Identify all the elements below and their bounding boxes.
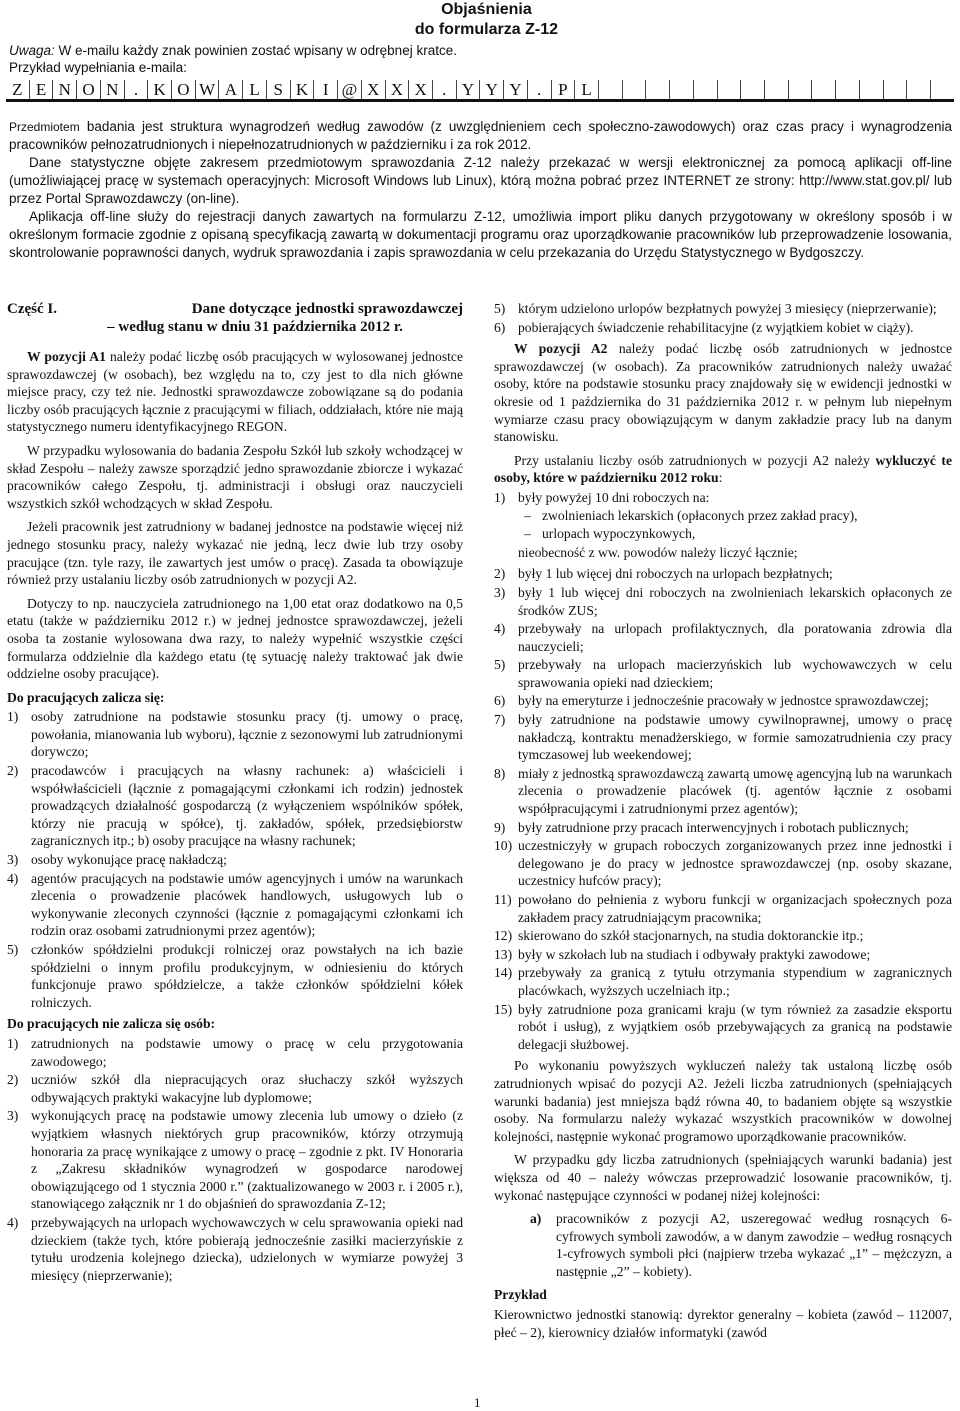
list-item bbox=[494, 319, 952, 337]
email-letter-grid bbox=[6, 80, 954, 102]
list-item-text: zatrudnionych na podstawie umowy o pracę w celu przygotowania zawodowego; bbox=[31, 1035, 463, 1069]
letter-cell: X bbox=[361, 80, 385, 99]
letter-cell: Z bbox=[12, 80, 23, 99]
letter-cell: Y bbox=[479, 80, 503, 99]
left-column bbox=[7, 300, 463, 1288]
list-item-number: 3) bbox=[7, 1108, 19, 1124]
list-item bbox=[494, 1001, 952, 1054]
letter-cell bbox=[859, 80, 883, 99]
letter-cell: O bbox=[76, 80, 100, 99]
list-item-text: przebywających na urlopach wychowawczych w celu sprawowania opieki nad dzieckiem (także tych, które pobierają jednocześnie zasiłki macierzyńskie z tytułu urodzenia kolejnego dziecka), udzielonych w wymiarze powyżej 3 miesięcy (nieprzerwanie); bbox=[31, 1214, 463, 1283]
letter-cell: E bbox=[29, 80, 53, 99]
list-item-text: członków spółdzielni produkcji rolniczej oraz powstałych na ich bazie spółdzielni o innym profilu produkcyjnym, w odniesieniu do których funkcjonuje prawo spółdzielcze, a także członków spółdzielni kółek rolniczych. bbox=[31, 942, 463, 1010]
email-example-label: Przykład wypełniania e-maila: bbox=[9, 60, 187, 75]
list-item-number: 3) bbox=[7, 852, 19, 868]
list-item-number: 4) bbox=[7, 1214, 19, 1230]
section-title-a: Dane dotyczące jednostki sprawozdawczej bbox=[191, 301, 463, 317]
paragraph-after-exclusions: Po wykonaniu powyższych wykluczeń należy tak ustaloną liczbę osób zatrudnionych wpisać do pozycji A2. Jeżeli liczba zatrudnionych (spełniających warunki badania) jest mniejsza bądź równa 40, to badaniem objęte są wszystkie osoby. Na formularzu należy wykazać wszystkich pracowników w dowolnej kolejności, następnie wykonać programowo uporządkowanie pracowników. bbox=[494, 1058, 952, 1144]
list-item-text: przebywały za granicą z tytułu otrzymania stypendium w zagranicznych placówkach, wyższych uczelniach itp.; bbox=[518, 965, 952, 998]
list-item-text: pracodawców i pracujących na własny rachunek: a) właścicieli i współwłaścicieli (łącznie z pomagającymi członkami ich rodzin) jednostek prowadzących działalność gospodarczą (z wyłączeniem wspólników spółek, którzy nie pracują w spółce), tj. zakładów, spółek, przedsiębiorstw zagranicznych itp.; b) osoby pracujące na własny rachunek; bbox=[31, 763, 463, 849]
paragraph-a2-exclusions bbox=[494, 452, 952, 487]
letter-cell bbox=[598, 80, 622, 99]
list-item bbox=[494, 489, 952, 561]
intro-paragraph-data: Dane statystyczne objęte zakresem przedmiotowym sprawozdania Z-12 należy przekazać w wersji elektronicznej za pomocą aplikacji off-line (umożliwiającej pracę w systemach operacyjnych: Microsoft Windows lub Linux), którą można pobrać przez INTERNET ze strony: http://www.stat.gov.pl/ lub przez Portal Sprawozdawczy (on-line). bbox=[9, 155, 952, 206]
letter-cell bbox=[835, 80, 859, 99]
a2-excl-bold: wykluczyć te osoby, które w październiku 2012 roku bbox=[494, 452, 952, 486]
list-item-text: osoby wykonujące pracę nakładczą; bbox=[31, 852, 227, 868]
list-item-text: były 1 lub więcej dni roboczych na urlopach bezpłatnych; bbox=[518, 566, 833, 582]
list-item bbox=[494, 946, 952, 964]
list-item bbox=[494, 891, 952, 926]
a2-excl-post: : bbox=[718, 470, 723, 486]
list-item-number: 6) bbox=[494, 693, 506, 709]
lettered-item-text: pracowników z pozycji A2, uszeregować według rosnących 6-cyfrowych symboli zawodów, a w danym zawodzie – według rosnących 1-cyfrowych symboli płci (najpierw trzeba wykazać „1” – mężczyzn, a następnie „2” – kobiety). bbox=[556, 1211, 952, 1279]
list-item-text: były zatrudnione poza granicami kraju (w tym również za zasadzie eksportu robót i usług), z wyjątkiem osób przebywających za granicą na podstawie delegacji służbowej. bbox=[518, 1001, 952, 1052]
list-item bbox=[494, 620, 952, 655]
letter-cell: X bbox=[408, 80, 432, 99]
list-item-number: 4) bbox=[7, 870, 19, 886]
page-number: 1 bbox=[474, 1395, 481, 1410]
paragraph-wiecej: Jeżeli pracownik jest zatrudniony w badanej jednostce na podstawie więcej niż jednego stosunku pracy, należy wykazać nie jedną, lecz dwie lub trzy osoby pracujące (tzn. tyle razy, ile zawartych jest umów o pracę). Zasada ta obowiązuje również przy ustalaniu liczby osób zatrudnionych w pozycji A2. bbox=[7, 519, 463, 588]
section-title-b: – według stanu w dniu 31 października 2012 r. bbox=[107, 319, 403, 335]
letter-cell: X bbox=[385, 80, 409, 99]
list-item-number: 4) bbox=[494, 621, 506, 637]
included-list bbox=[7, 708, 463, 1011]
a1-lead: W pozycji A1 bbox=[27, 349, 106, 364]
lettered-item bbox=[494, 1210, 952, 1280]
list-item bbox=[494, 711, 952, 764]
dash-item: – zwolnieniach lekarskich (opłaconych przez zakład pracy), bbox=[518, 507, 952, 525]
list-item-number: 2) bbox=[7, 1072, 19, 1088]
lettered-item-label: a) bbox=[530, 1211, 542, 1227]
list-item bbox=[7, 941, 463, 1011]
intro-paragraph-app: Aplikacja off-line służy do rejestracji danych zawartych na formularzu Z-12, umożliwia import pliku danych przygotowany w określony sposób i w określonym formacie zgodnie z opisaną specyfikacją zawartą w dokumentacji programu oraz uporządkowanie pracowników lub przeprowadzenie losowania, skontrolowanie poprawności danych, wydruk sprawozdania i zapis sprawozdania w celu przekazania do Urzędu Statystycznego w Bydgoszczy. bbox=[9, 209, 952, 260]
paragraph-zespol: W przypadku wylosowania do badania Zespołu Szkół lub szkoły wchodzącej w skład Zespołu – należy zawsze sporządzić jedno sprawozdanie zbiorcze i wykazać pracowników całego Zespołu, tj. administracji i obsługi oraz nauczycieli wszystkich szkół wchodzących w skład Zespołu. bbox=[7, 442, 463, 511]
intro-section bbox=[9, 118, 952, 262]
list-item-text: powołano do pełnienia z wyboru funkcji w organizacjach społecznych poza zakładem pracy zatrudniającym pracownika; bbox=[518, 892, 952, 925]
letter-cell bbox=[669, 80, 693, 99]
letter-cell bbox=[645, 80, 669, 99]
title-line-1: Objaśnienia bbox=[441, 1, 532, 18]
email-note-lead: Uwaga: bbox=[9, 43, 55, 58]
list-item-number: 15) bbox=[494, 1001, 513, 1017]
a2-text: należy podać liczbę osób zatrudnionych w jednostce sprawozdawczej (w osobach). Za pracowników zatrudnionych należy uważać osoby, które na podstawie stosunku pracy znajdowały się w ewidencji jednostki w okresie od 1 października do 31 października 2012 r. w pełnym lub niepełnym wymiarze czasu pracy obowiązującym w danym zakładzie pracy lub na danym stanowisku. bbox=[494, 341, 952, 445]
list-item bbox=[494, 927, 952, 945]
email-hint bbox=[9, 42, 949, 76]
list-item-text: były w szkołach lub na studiach i odbywały praktyki zawodowe; bbox=[518, 946, 871, 962]
exclusion-list bbox=[494, 489, 952, 561]
list-item bbox=[7, 762, 463, 850]
list-item bbox=[494, 964, 952, 999]
letter-cell: W bbox=[195, 80, 219, 99]
list-item-text: miały z jednostką sprawozdawczą zawartą umowę agencyjną lub na warunkach zlecenia o prowadzenie placówek (tj. agentów łącznie z osobami współpracującymi i zatrudnionymi przez agentów); bbox=[518, 765, 952, 817]
example-text: Kierownictwo jednostki stanowią: dyrektor generalny – kobieta (zawód – 112007, płeć – 2), kierownicy działów informatyki (zawód bbox=[494, 1307, 952, 1340]
letter-cell bbox=[930, 80, 954, 99]
list-item-number: 1) bbox=[494, 489, 506, 505]
letter-cell: L bbox=[574, 80, 598, 99]
letter-cell bbox=[693, 80, 717, 99]
email-note bbox=[9, 42, 949, 59]
list-item-number: 7) bbox=[494, 712, 506, 728]
list-item bbox=[7, 870, 463, 940]
list-item-number: 5) bbox=[494, 301, 506, 316]
list-item-text: były powyżej 10 dni roboczych na: bbox=[518, 489, 710, 505]
a2-excl-pre: Przy ustalaniu liczby osób zatrudnionych w pozycji A2 należy bbox=[514, 452, 876, 468]
letter-cell bbox=[717, 80, 741, 99]
letter-cell: S bbox=[266, 80, 290, 99]
list-item-number: 1) bbox=[7, 1035, 19, 1051]
list-item-number: 1) bbox=[7, 709, 19, 725]
excluded-list-continued bbox=[494, 300, 952, 336]
list-item-text: pobierających świadczenie rehabilitacyjne (z wyjątkiem kobiet w ciąży). bbox=[518, 319, 914, 335]
letter-cell bbox=[883, 80, 907, 99]
letter-cell: Y bbox=[456, 80, 480, 99]
list-item-text: agentów pracujących na podstawie umów agencyjnych i umów na warunkach zlecenia o prowadzenie placówek handlowych, usługowych lub o wykonywanie zleconych czynności (łącznie z pomagającymi członkami ich rodzin oraz osobami zatrudnionymi przez agentów); bbox=[31, 870, 463, 939]
list-item-text: były zatrudnione na podstawie umowy cywilnoprawnej, umowy o pracę nakładczą, kontraktu menadżerskiego, w formie samozatrudnienia czy pracy tymczasowej lub weekendowej; bbox=[518, 712, 952, 763]
letter-cell bbox=[764, 80, 788, 99]
title-line-2: do formularza Z-12 bbox=[414, 21, 558, 38]
excluded-heading: Do pracujących nie zalicza się osób: bbox=[7, 1016, 216, 1032]
list-item-number: 11) bbox=[494, 892, 512, 907]
letter-cell: I bbox=[313, 80, 337, 99]
letter-cell: N bbox=[100, 80, 124, 99]
paragraph-sampling: W przypadku gdy liczba zatrudnionych (spełniających warunki badania) jest większa od 40 – należy wówczas przeprowadzić losowanie pracowników, tj. wykonać następujące czynności w podanej niżej kolejności: bbox=[494, 1152, 952, 1203]
list-item-number: 3) bbox=[494, 584, 506, 600]
list-item bbox=[7, 1071, 463, 1106]
letter-cell bbox=[811, 80, 835, 99]
list-item bbox=[7, 708, 463, 761]
lettered-list bbox=[494, 1210, 952, 1280]
intro-subject-text: badania jest struktura wynagrodzeń według zawodów (z uwzględnieniem cech społeczno-zawodowych) oraz czas pracy i wynagrodzenia pracowników pełnozatrudnionych i niepełnozatrudnionych w październiku i za rok 2012. bbox=[9, 119, 952, 152]
list-item-text: uczniów szkół dla niepracujących oraz słuchaczy szkół wyższych odbywających praktyki wakacyjne lub dyplomowe; bbox=[31, 1072, 463, 1105]
list-item-number: 14) bbox=[494, 965, 513, 981]
list-item bbox=[7, 1035, 463, 1070]
example-heading: Przykład bbox=[494, 1287, 547, 1303]
letter-cell bbox=[740, 80, 764, 99]
list-item bbox=[494, 584, 952, 619]
page-title bbox=[415, 0, 558, 40]
list-item-number: 5) bbox=[494, 657, 506, 673]
list-item-number: 5) bbox=[7, 942, 19, 957]
section-heading-line-1 bbox=[7, 300, 463, 318]
letter-cell: . bbox=[432, 80, 456, 99]
list-item bbox=[494, 656, 952, 691]
intro-lead-word: Przedmiotem bbox=[9, 120, 80, 134]
right-column bbox=[494, 300, 952, 1341]
letter-cell: A bbox=[218, 80, 242, 99]
letter-cell: . bbox=[124, 80, 148, 99]
paragraph-a2 bbox=[494, 340, 952, 446]
list-item-tail: nieobecność z ww. powodów należy liczyć łącznie; bbox=[518, 544, 798, 560]
list-item bbox=[494, 565, 952, 583]
exclusion-list-rest bbox=[494, 565, 952, 1053]
list-item-text: skierowano do szkół stacjonarnych, na studia doktoranckie itp.; bbox=[518, 928, 864, 944]
intro-paragraph-subject bbox=[9, 118, 952, 154]
section-part-label: Część I. bbox=[7, 301, 57, 317]
list-item-text: osoby zatrudnione na podstawie stosunku pracy (tj. umowy o pracę, powołania, mianowania lub wyboru), łącznie z sezonowymi lub zatrudnionymi dorywczo; bbox=[31, 709, 463, 760]
list-item bbox=[494, 837, 952, 890]
letter-cell: @ bbox=[337, 80, 361, 99]
a1-text: należy podać liczbę osób pracujących w wylosowanej jednostce sprawozdawczej (w osobach), bez względu na to, czy jest to dla nich główne miejsce pracy, czy też nie. Jednostki sprawozdawcze zobowiązane są do podania liczby osób pracujących łącznie z pracującymi w filiach, oddziałach, które nie mają statystycznego numeru identyfikacyjnego REGON. bbox=[7, 349, 463, 435]
list-item bbox=[7, 1214, 463, 1284]
letter-cell: K bbox=[290, 80, 314, 99]
list-item bbox=[7, 1107, 463, 1213]
list-item-number: 2) bbox=[494, 566, 506, 582]
letter-cell bbox=[788, 80, 812, 99]
list-item-text: którym udzielono urlopów bezpłatnych powyżej 3 miesięcy (nieprzerwanie); bbox=[518, 301, 937, 316]
list-item-text: przebywały na urlopach profilaktycznych, dla poratowania zdrowia dla nauczycieli; bbox=[518, 621, 952, 654]
included-heading: Do pracujących zalicza się: bbox=[7, 689, 165, 705]
a2-lead: W pozycji A2 bbox=[514, 341, 608, 357]
letter-cell: Y bbox=[503, 80, 527, 99]
list-item-number: 13) bbox=[494, 946, 513, 962]
section-heading bbox=[7, 300, 463, 336]
list-item-number: 10) bbox=[494, 838, 513, 854]
letter-cell: P bbox=[551, 80, 575, 99]
dash-item: – urlopach wypoczynkowych, bbox=[518, 525, 952, 543]
letter-cell bbox=[906, 80, 930, 99]
letter-cell: L bbox=[242, 80, 266, 99]
list-item-text: wykonujących pracę na podstawie umowy zlecenia lub umowy o dzieło (z wyjątkiem własnych niektórych grup pracowników, którzy otrzymują honoraria za pracę wynikające z umowy o pracę – zgodnie z pkt. IV Honoraria z „Zakresu składników wynagrodzeń w gospodarce narodowej obowiązującego od 1 stycznia 2000 r.” (zaktualizowanego w 2003 r. i 2005 r.), stanowiącego załącznik nr 1 do objaśnień do sprawozdania Z-12; bbox=[31, 1108, 463, 1212]
list-item bbox=[494, 765, 952, 818]
paragraph-dotyczy: Dotyczy to np. nauczyciela zatrudnionego na 1,00 etat oraz dodatkowo na 0,5 etatu (także w październiku 2012 r.) w jednej jednostce sprawozdawczej, jeżeli osoba ta zostanie wylosowana dwa razy, to należy wypełnić wszystkie części formularza oddzielnie dla każdego etatu (tę sytuację należy traktować jak dwie oddzielne osoby pracujące). bbox=[7, 595, 463, 682]
list-item-text: przebywały na urlopach macierzyńskich lub wychowawczych w celu sprawowania opieki nad dzieckiem; bbox=[518, 657, 952, 690]
list-item bbox=[494, 819, 952, 837]
list-item-number: 2) bbox=[7, 763, 19, 779]
excluded-list bbox=[7, 1035, 463, 1284]
list-item bbox=[494, 300, 952, 318]
list-item bbox=[7, 851, 463, 869]
letter-cell: . bbox=[527, 80, 551, 99]
list-item-number: 8) bbox=[494, 765, 506, 781]
list-item-text: uczestniczyły w grupach roboczych zorganizowanych przez inne jednostki i delegowano je do pracy w jednostce sprawozdawczej (np. osoby skazane, uczestnicy hufców pracy); bbox=[518, 838, 952, 889]
list-item bbox=[494, 692, 952, 710]
list-item-number: 9) bbox=[494, 819, 506, 835]
letter-cell bbox=[622, 80, 646, 99]
list-item-number: 12) bbox=[494, 928, 513, 944]
letter-cell: O bbox=[171, 80, 195, 99]
letter-cell: N bbox=[52, 80, 76, 99]
paragraph-a1 bbox=[7, 348, 463, 436]
list-item-text: były na emeryturze i jednocześnie pracowały w jednostce sprawozdawczej; bbox=[518, 693, 929, 709]
list-item-text: były 1 lub więcej dni roboczych na zwolnieniach lekarskich opłaconych ze środków ZUS; bbox=[518, 584, 952, 618]
email-note-text: W e-mailu każdy znak powinien zostać wpisany w odrębnej kratce. bbox=[54, 43, 457, 58]
list-item-number: 6) bbox=[494, 319, 506, 335]
list-item-text: były zatrudnione przy pracach interwencyjnych i robotach publicznych; bbox=[518, 819, 909, 835]
dash-list bbox=[518, 507, 952, 543]
letter-cell: K bbox=[147, 80, 171, 99]
